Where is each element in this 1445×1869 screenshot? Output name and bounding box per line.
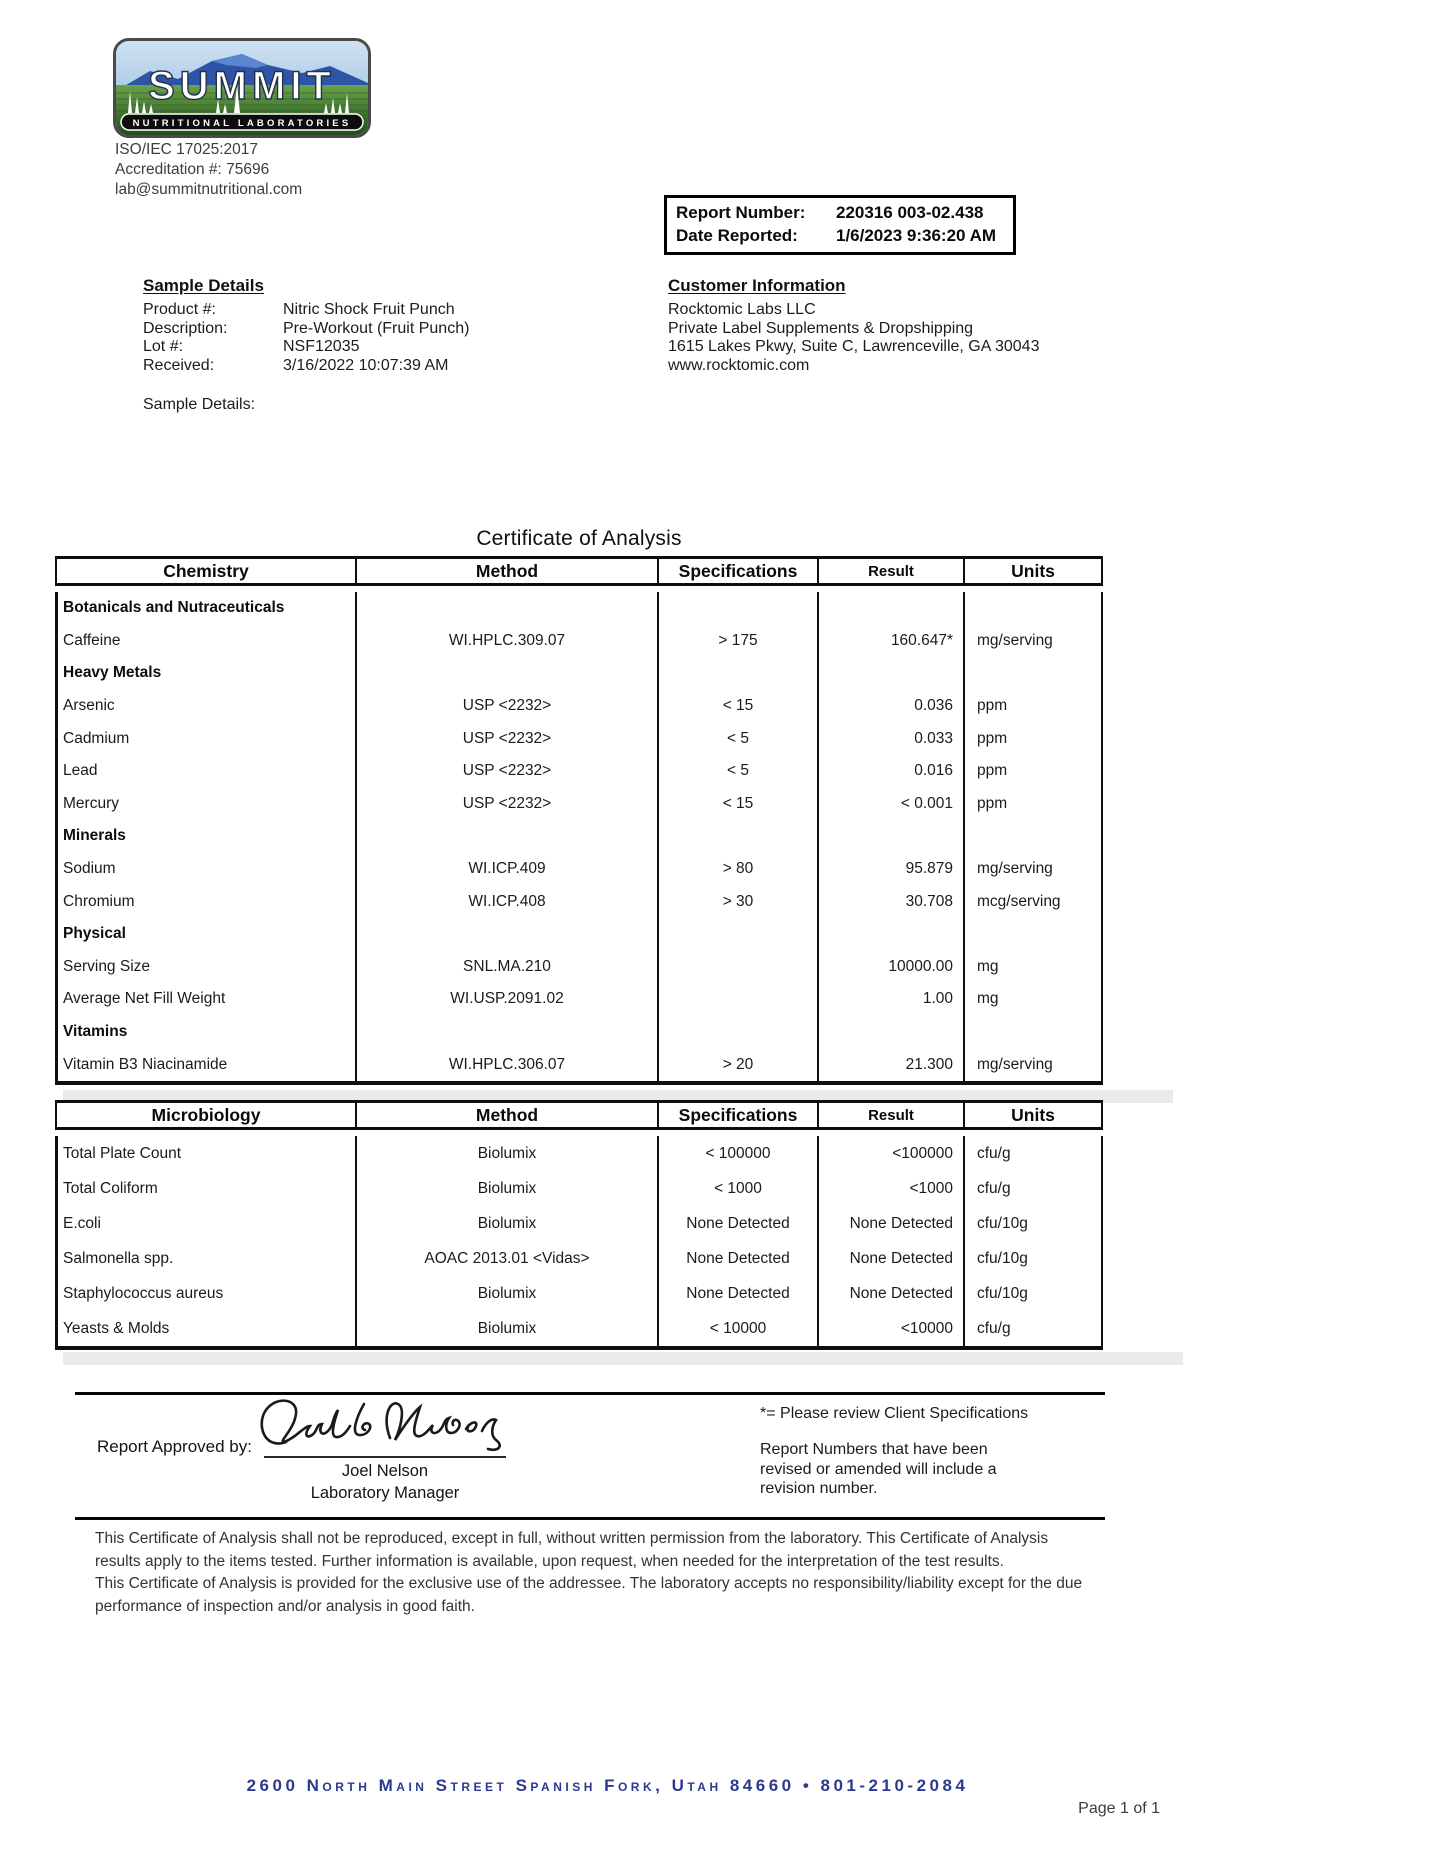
- method-cell: WI.HPLC.306.07: [355, 1048, 657, 1081]
- chemistry-table-header: [55, 556, 1103, 586]
- disclaimer-block: [95, 1528, 1097, 1618]
- sample-value: 3/16/2022 10:07:39 AM: [283, 356, 449, 374]
- chemistry-table-body: [55, 592, 1103, 1085]
- method-cell: USP <2232>: [355, 690, 657, 723]
- microbiology-header-units: Units: [963, 1103, 1101, 1127]
- spec-cell: > 80: [657, 853, 817, 886]
- units-cell: cfu/10g: [963, 1241, 1101, 1276]
- analyte-cell: Botanicals and Nutraceuticals: [63, 599, 285, 617]
- analyte-cell: Heavy Metals: [63, 664, 162, 682]
- microbiology-table-body: [55, 1136, 1103, 1350]
- report-number-label: Report Number:: [676, 203, 806, 222]
- units-cell: cfu/g: [963, 1171, 1101, 1206]
- logo-tagline-text: NUTRITIONAL LABORATORIES: [132, 118, 352, 129]
- method-cell: [355, 918, 657, 951]
- method-cell: [355, 657, 657, 690]
- method-cell: USP <2232>: [355, 722, 657, 755]
- units-cell: [963, 1016, 1101, 1049]
- microbiology-header-result: Result: [817, 1103, 963, 1127]
- units-cell: [963, 820, 1101, 853]
- report-approved-label: Report Approved by:: [97, 1437, 252, 1456]
- revision-note: Report Numbers that have been revised or amended will include a revision number.: [760, 1441, 997, 1497]
- sample-value: Nitric Shock Fruit Punch: [283, 301, 455, 318]
- table-row: [58, 1136, 1101, 1171]
- method-cell: WI.ICP.409: [355, 853, 657, 886]
- result-cell: 21.300: [817, 1048, 963, 1081]
- approver-title: Laboratory Manager: [310, 1484, 460, 1502]
- method-cell: Biolumix: [355, 1136, 657, 1171]
- chemistry-header-spec: Specifications: [657, 559, 817, 583]
- accreditation-number: Accreditation #: 75696: [115, 161, 270, 178]
- analyte-cell: Vitamin B3 Niacinamide: [63, 1055, 228, 1073]
- iso-standard: ISO/IEC 17025:2017: [115, 141, 259, 158]
- result-cell: < 0.001: [817, 788, 963, 821]
- spec-cell: None Detected: [657, 1241, 817, 1276]
- table-row: [58, 983, 1101, 1016]
- result-cell: <100000: [817, 1136, 963, 1171]
- units-cell: [963, 657, 1101, 690]
- asterisk-note: *= Please review Client Specifications: [760, 1405, 1029, 1422]
- sample-row-product: [143, 301, 623, 320]
- spec-cell: < 10000: [657, 1311, 817, 1346]
- spec-cell: [657, 918, 817, 951]
- date-reported-value: 1/6/2023 9:36:20 AM: [836, 226, 997, 245]
- analyte-cell: Total Coliform: [63, 1179, 158, 1197]
- method-cell: WI.USP.2091.02: [355, 983, 657, 1016]
- units-cell: mg: [963, 983, 1101, 1016]
- method-cell: [355, 820, 657, 853]
- analyte-cell: Vitamins: [63, 1023, 128, 1041]
- units-cell: cfu/10g: [963, 1206, 1101, 1241]
- result-cell: None Detected: [817, 1206, 963, 1241]
- result-cell: <10000: [817, 1311, 963, 1346]
- signature-underline: [264, 1456, 506, 1458]
- customer-tagline: Private Label Supplements & Dropshipping: [668, 319, 974, 337]
- microbiology-table-header: [55, 1100, 1103, 1130]
- result-cell: [817, 592, 963, 625]
- customer-website: www.rocktomic.com: [668, 356, 810, 374]
- spec-cell: [657, 1016, 817, 1049]
- microbiology-table-shadow: [63, 1352, 1183, 1365]
- spec-cell: > 175: [657, 625, 817, 658]
- table-row: [58, 755, 1101, 788]
- customer-information-block: [668, 276, 1148, 375]
- sample-row-lot: [143, 338, 623, 357]
- units-cell: ppm: [963, 722, 1101, 755]
- result-cell: 0.016: [817, 755, 963, 788]
- table-row: [58, 1241, 1101, 1276]
- units-cell: mg/serving: [963, 625, 1101, 658]
- result-cell: None Detected: [817, 1241, 963, 1276]
- method-cell: AOAC 2013.01 <Vidas>: [355, 1241, 657, 1276]
- method-cell: Biolumix: [355, 1171, 657, 1206]
- spec-cell: < 5: [657, 722, 817, 755]
- table-row: [58, 951, 1101, 984]
- table-row: [58, 1276, 1101, 1311]
- result-cell: <1000: [817, 1171, 963, 1206]
- report-number-row: [676, 201, 1004, 224]
- signature-image: [252, 1392, 508, 1458]
- sample-label: Lot #:: [143, 338, 184, 355]
- sample-label: Received:: [143, 356, 215, 374]
- method-cell: Biolumix: [355, 1311, 657, 1346]
- summit-logo-art: [116, 41, 368, 135]
- spec-cell: None Detected: [657, 1276, 817, 1311]
- analyte-cell: Cadmium: [63, 729, 130, 747]
- table-row: [58, 722, 1101, 755]
- lab-accreditation-block: [115, 140, 302, 200]
- microbiology-header-spec: Specifications: [657, 1103, 817, 1127]
- analyte-cell: Mercury: [63, 794, 119, 812]
- table-row: [58, 1311, 1101, 1346]
- spec-cell: [657, 951, 817, 984]
- analyte-cell: Minerals: [63, 827, 126, 845]
- table-row: [58, 1206, 1101, 1241]
- units-cell: [963, 918, 1101, 951]
- units-cell: ppm: [963, 755, 1101, 788]
- result-cell: 0.033: [817, 722, 963, 755]
- sample-details-block: [143, 276, 623, 375]
- analyte-cell: Total Plate Count: [63, 1144, 182, 1162]
- customer-address: 1615 Lakes Pkwy, Suite C, Lawrenceville, GA 30043: [668, 338, 1040, 355]
- method-cell: WI.ICP.408: [355, 885, 657, 918]
- spec-cell: None Detected: [657, 1206, 817, 1241]
- divider-top: [75, 1392, 1105, 1395]
- sample-details-extra-label: Sample Details:: [143, 396, 256, 413]
- report-info-box: [664, 195, 1016, 255]
- spec-cell: > 30: [657, 885, 817, 918]
- result-cell: 0.036: [817, 690, 963, 723]
- spec-cell: [657, 820, 817, 853]
- summit-logo: [113, 38, 371, 138]
- spec-cell: [657, 983, 817, 1016]
- result-cell: 160.647*: [817, 625, 963, 658]
- svg-text:SUMMIT: SUMMIT: [148, 64, 336, 108]
- sample-value: Pre-Workout (Fruit Punch): [283, 319, 470, 337]
- units-cell: mg: [963, 951, 1101, 984]
- chemistry-header-units: Units: [963, 559, 1101, 583]
- analyte-cell: Average Net Fill Weight: [63, 990, 226, 1008]
- spec-cell: < 5: [657, 755, 817, 788]
- spec-cell: < 1000: [657, 1171, 817, 1206]
- table-section-row: [58, 820, 1101, 853]
- units-cell: mg/serving: [963, 853, 1101, 886]
- spec-cell: > 20: [657, 1048, 817, 1081]
- table-row: [58, 690, 1101, 723]
- disclaimer-paragraph-1: This Certificate of Analysis shall not be reproduced, except in full, without written permission from the laboratory. This Certificate of Analysis results apply to the items tested. Further information is available, upon request, when needed for the interpretation of the test results.: [95, 1530, 1049, 1570]
- sample-label: Product #:: [143, 301, 216, 318]
- table-section-row: [58, 657, 1101, 690]
- microbiology-header-method: Method: [355, 1103, 657, 1127]
- spec-cell: [657, 592, 817, 625]
- table-row: [58, 853, 1101, 886]
- result-cell: 95.879: [817, 853, 963, 886]
- analyte-cell: Serving Size: [63, 957, 151, 975]
- spec-cell: [657, 657, 817, 690]
- customer-information-title: Customer Information: [668, 276, 846, 295]
- chemistry-header-method: Method: [355, 559, 657, 583]
- microbiology-header-analyte: Microbiology: [151, 1104, 261, 1125]
- disclaimer-paragraph-2: This Certificate of Analysis is provided for the exclusive use of the addressee. The laboratory accepts no responsibility/liability except for the due performance of inspection and/or analysis in good faith.: [95, 1575, 1083, 1615]
- table-section-row: [58, 918, 1101, 951]
- page-number-label: Page 1 of 1: [1078, 1800, 1160, 1817]
- spec-cell: < 15: [657, 690, 817, 723]
- units-cell: mcg/serving: [963, 885, 1101, 918]
- analyte-cell: Arsenic: [63, 697, 115, 715]
- result-cell: 1.00: [817, 983, 963, 1016]
- table-section-row: [58, 1016, 1101, 1049]
- analyte-cell: Caffeine: [63, 631, 121, 649]
- analyte-cell: Lead: [63, 762, 98, 780]
- divider-bottom: [75, 1517, 1105, 1520]
- lab-email: lab@summitnutritional.com: [115, 181, 303, 198]
- sample-value: NSF12035: [283, 338, 360, 355]
- table-section-row: [58, 592, 1101, 625]
- method-cell: SNL.MA.210: [355, 951, 657, 984]
- method-cell: Biolumix: [355, 1276, 657, 1311]
- analyte-cell: Sodium: [63, 860, 116, 878]
- table-row: [58, 885, 1101, 918]
- method-cell: Biolumix: [355, 1206, 657, 1241]
- approver-name: Joel Nelson: [341, 1462, 429, 1480]
- result-cell: [817, 820, 963, 853]
- date-reported-label: Date Reported:: [676, 226, 798, 245]
- result-cell: [817, 1016, 963, 1049]
- sample-row-description: [143, 320, 623, 339]
- certificate-title: Certificate of Analysis: [476, 527, 682, 550]
- date-reported-row: [676, 224, 1004, 247]
- analyte-cell: Physical: [63, 925, 126, 943]
- spec-cell: < 100000: [657, 1136, 817, 1171]
- result-cell: 10000.00: [817, 951, 963, 984]
- chemistry-header-result: Result: [817, 559, 963, 583]
- table-row: [58, 1171, 1101, 1206]
- analyte-cell: E.coli: [63, 1214, 101, 1232]
- method-cell: [355, 592, 657, 625]
- result-cell: 30.708: [817, 885, 963, 918]
- lab-street-address: 2600 North Main Street Spanish Fork, Utah 84660 • 801-210-2084: [246, 1776, 969, 1795]
- method-cell: USP <2232>: [355, 755, 657, 788]
- sample-details-title: Sample Details: [143, 276, 264, 295]
- units-cell: cfu/g: [963, 1311, 1101, 1346]
- result-cell: None Detected: [817, 1276, 963, 1311]
- units-cell: mg/serving: [963, 1048, 1101, 1081]
- report-number-value: 220316 003-02.438: [836, 203, 984, 222]
- units-cell: ppm: [963, 690, 1101, 723]
- customer-name: Rocktomic Labs LLC: [668, 301, 816, 318]
- analyte-cell: Salmonella spp.: [63, 1249, 174, 1267]
- sample-row-received: [143, 357, 623, 376]
- units-cell: cfu/10g: [963, 1276, 1101, 1311]
- table-row: [58, 625, 1101, 658]
- chemistry-header-analyte: Chemistry: [163, 560, 249, 581]
- result-cell: [817, 918, 963, 951]
- spec-cell: < 15: [657, 788, 817, 821]
- method-cell: WI.HPLC.309.07: [355, 625, 657, 658]
- method-cell: USP <2232>: [355, 788, 657, 821]
- table-row: [58, 788, 1101, 821]
- units-cell: cfu/g: [963, 1136, 1101, 1171]
- analyte-cell: Chromium: [63, 892, 135, 910]
- analyte-cell: Yeasts & Molds: [63, 1319, 170, 1337]
- result-cell: [817, 657, 963, 690]
- method-cell: [355, 1016, 657, 1049]
- sample-label: Description:: [143, 319, 228, 337]
- units-cell: ppm: [963, 788, 1101, 821]
- analyte-cell: Staphylococcus aureus: [63, 1284, 224, 1302]
- units-cell: [963, 592, 1101, 625]
- table-row: [58, 1048, 1101, 1081]
